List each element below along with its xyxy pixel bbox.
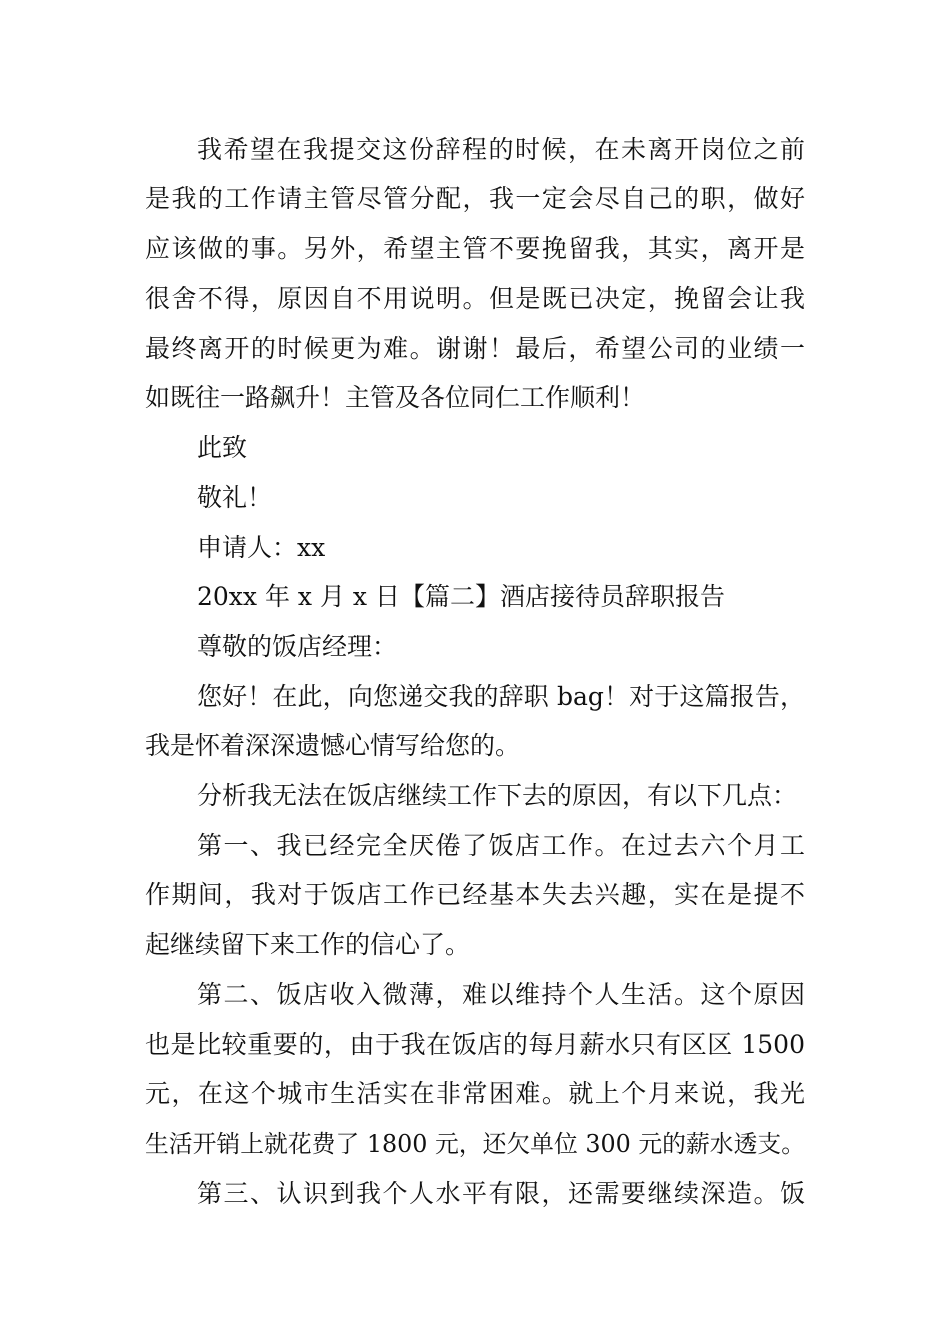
text-line: 起继续留下来工作的信心了。 xyxy=(145,930,471,959)
text-line: 第三、认识到我个人水平有限，还需要继续深造。饭 xyxy=(197,1179,805,1208)
text-line: 我希望在我提交这份辞程的时候，在未离开岗位之前 xyxy=(197,135,805,164)
text-line: 尊敬的饭店经理： xyxy=(197,632,398,661)
text-line: 20xx 年 x 月 x 日【篇二】酒店接待员辞职报告 xyxy=(197,582,725,611)
text-line: 此致 xyxy=(197,433,248,462)
text-line: 您好！在此，向您递交我的辞职 bag！对于这篇报告， xyxy=(197,682,805,711)
text-line: 第一、我已经完全厌倦了饭店工作。在过去六个月工 xyxy=(197,831,805,860)
text-line: 也是比较重要的，由于我在饭店的每月薪水只有区区 1500 xyxy=(145,1030,805,1059)
text-line: 最终离开的时候更为难。谢谢！最后，希望公司的业绩一 xyxy=(145,334,805,363)
text-line: 是我的工作请主管尽管分配，我一定会尽自己的职，做好 xyxy=(145,184,805,213)
text-line: 应该做的事。另外，希望主管不要挽留我，其实，离开是 xyxy=(145,234,805,263)
text-line: 很舍不得，原因自不用说明。但是既已决定，挽留会让我 xyxy=(145,284,805,313)
text-line: 如既往一路飙升！主管及各位同仁工作顺利！ xyxy=(145,383,646,412)
text-line: 第二、饭店收入微薄，难以维持个人生活。这个原因 xyxy=(197,980,805,1009)
text-line: 申请人：xx xyxy=(197,533,326,562)
text-line: 生活开销上就花费了 1800 元，还欠单位 300 元的薪水透支。 xyxy=(145,1130,805,1158)
text-line: 敬礼！ xyxy=(197,483,273,512)
text-line: 分析我无法在饭店继续工作下去的原因，有以下几点： xyxy=(197,781,798,810)
text-line: 元，在这个城市生活实在非常困难。就上个月来说，我光 xyxy=(145,1079,805,1108)
text-line: 作期间，我对于饭店工作已经基本失去兴趣，实在是提不 xyxy=(145,880,805,909)
text-line: 我是怀着深深遗憾心情写给您的。 xyxy=(145,731,521,760)
